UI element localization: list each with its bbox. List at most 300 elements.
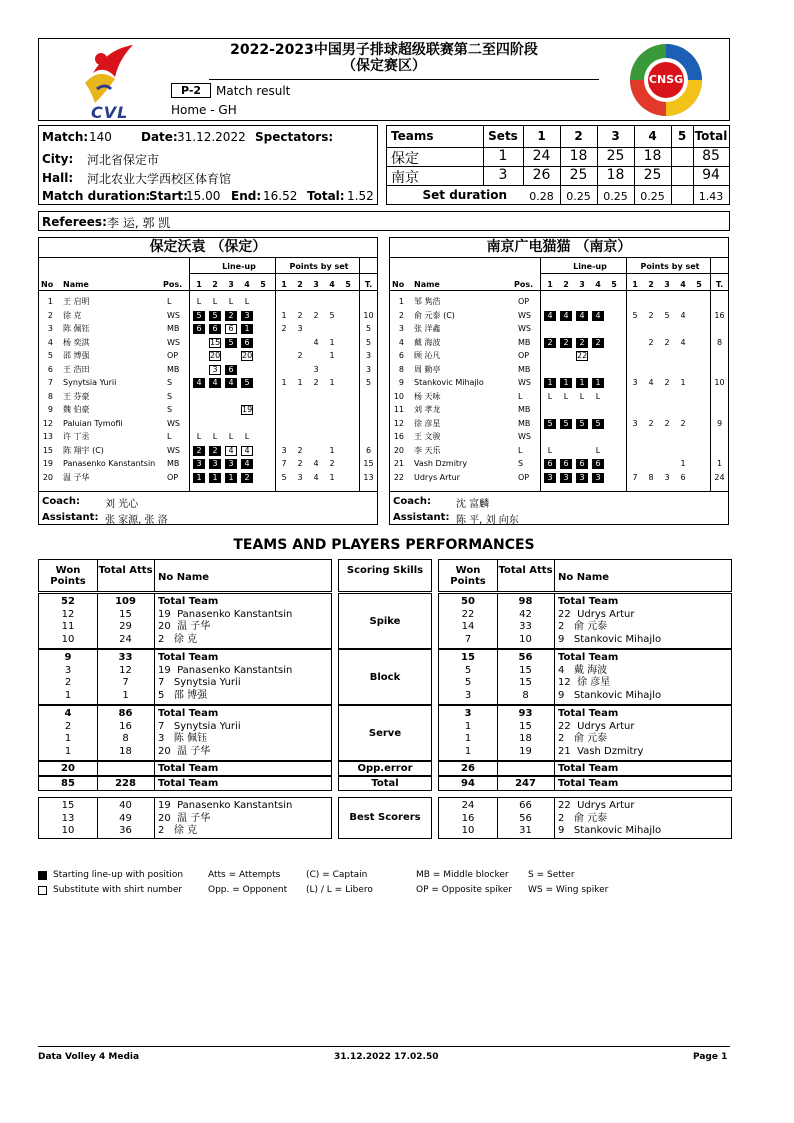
score-cell: 26 xyxy=(532,167,551,183)
lineup-box: 2 xyxy=(241,473,253,483)
legend xyxy=(38,868,730,900)
set-points: 2 xyxy=(648,418,654,428)
player: 7 Synytsia Yurii xyxy=(158,720,241,732)
set-duration-2: 0.25 xyxy=(603,190,628,203)
player-name: 邹 隽浩 xyxy=(414,297,441,306)
set-duration-label: Set duration xyxy=(422,188,507,202)
score-header-6: 5 xyxy=(677,129,687,143)
lineup-set-2: 2 xyxy=(563,280,569,289)
set-points: 1 xyxy=(297,378,303,387)
lineup-box: 6 xyxy=(225,365,237,375)
lineup-box: 1 xyxy=(193,473,205,483)
player-row xyxy=(39,349,377,363)
lineup-box: 6 xyxy=(209,324,221,334)
player-row xyxy=(390,430,728,444)
won-points: 50 xyxy=(461,596,475,607)
player-no: 22 xyxy=(393,472,404,482)
set-points: 1 xyxy=(329,351,335,360)
set-points: 3 xyxy=(632,378,638,387)
lineup-box xyxy=(257,311,269,321)
player: 9 Stankovic Mihajlo xyxy=(558,633,662,645)
player-row xyxy=(39,336,377,350)
total-label: Total: xyxy=(307,189,345,203)
points-set-2: 2 xyxy=(297,280,303,289)
dur-grid-v xyxy=(671,185,672,204)
player-row xyxy=(390,376,728,390)
cvl-logo xyxy=(75,43,141,122)
substitute-box-icon xyxy=(38,886,47,895)
set-points: 5 xyxy=(664,310,670,320)
set-points: 2 xyxy=(329,459,335,468)
lineup-box: 4 xyxy=(560,311,572,321)
score-cell: 24 xyxy=(532,148,551,164)
score-cell: 3 xyxy=(498,167,508,183)
player: 19 Panasenko Kanstantsin xyxy=(158,608,293,620)
player-row xyxy=(39,295,377,309)
player-no: 5 xyxy=(47,351,53,360)
lineup-box xyxy=(592,365,604,375)
won-points: 1 xyxy=(64,733,72,744)
rule xyxy=(554,594,555,648)
player-no: 16 xyxy=(393,432,404,441)
total-atts: 7 xyxy=(122,677,129,688)
total-atts: 10 xyxy=(519,633,532,645)
player: 2 俞 元泰 xyxy=(558,812,608,824)
total-atts: 18 xyxy=(119,745,132,757)
won-points: 85 xyxy=(61,778,75,789)
total-atts: 15 xyxy=(519,677,532,688)
won-points: 13 xyxy=(61,812,75,824)
player: Total Team xyxy=(558,778,619,789)
rule xyxy=(554,650,555,704)
set-points: 2 xyxy=(648,337,654,347)
footer-page: Page 1 xyxy=(693,1052,728,1062)
lineup-box xyxy=(241,392,253,402)
points-set-5: 5 xyxy=(345,280,351,289)
won-points: 3 xyxy=(64,664,72,676)
home-label: Home - GH xyxy=(171,103,237,117)
player-no: 2 xyxy=(47,310,53,320)
won-points: 16 xyxy=(461,812,475,824)
skill-block xyxy=(338,649,432,705)
won-points: 10 xyxy=(61,825,75,836)
set-points: 2 xyxy=(297,310,303,320)
lineup-box: 20 xyxy=(242,351,253,360)
city-label: City: xyxy=(42,152,74,166)
lineup-box: 6 xyxy=(576,459,588,469)
player-total: 3 xyxy=(365,351,372,360)
player: Total Team xyxy=(558,708,619,719)
spectators-label: Spectators: xyxy=(255,130,334,144)
player-total: 16 xyxy=(714,310,725,320)
perf-total-a xyxy=(38,776,332,791)
lineup-set-3: 3 xyxy=(579,280,585,289)
perf-header-b xyxy=(438,559,732,592)
total-atts: 29 xyxy=(119,621,132,632)
lineup-box: 2 xyxy=(193,446,205,456)
player-name: 王 文骏 xyxy=(414,432,441,441)
rule xyxy=(97,650,98,704)
won-points: 1 xyxy=(464,733,472,744)
player-row xyxy=(390,390,728,404)
player-no: 8 xyxy=(398,364,404,374)
player: 2 徐 克 xyxy=(158,825,198,836)
lineup-box xyxy=(225,392,237,402)
score-cell: 85 xyxy=(702,148,720,164)
score-cell: 25 xyxy=(569,167,588,183)
player: 2 俞 元泰 xyxy=(558,621,608,632)
lineup-box: 3 xyxy=(225,459,237,469)
player-row xyxy=(390,403,728,417)
coach-name: 沈 富麟 xyxy=(456,499,490,510)
name-header: Name xyxy=(63,280,89,289)
total-atts: 56 xyxy=(518,652,533,663)
lineup-box: L xyxy=(228,297,234,306)
lineup-box xyxy=(241,365,253,375)
skill-label: Total xyxy=(371,778,399,789)
set-points: 4 xyxy=(313,337,319,347)
won-points: 5 xyxy=(464,664,472,676)
player: Total Team xyxy=(558,652,619,663)
lineup-box xyxy=(225,419,237,429)
player-row xyxy=(39,322,377,336)
lineup-box: L xyxy=(547,391,553,401)
set-points: 2 xyxy=(648,310,654,320)
lineup-box xyxy=(257,297,269,307)
score-header-1: Sets xyxy=(488,129,518,143)
player-name: 戴 海波 xyxy=(414,337,441,347)
set-points: 4 xyxy=(313,472,319,482)
lineup-box: 3 xyxy=(193,459,205,469)
player: 7 Synytsia Yurii xyxy=(158,677,241,688)
perf-opp-b xyxy=(438,761,732,776)
perf-best-b xyxy=(438,797,732,839)
lineup-box: 1 xyxy=(576,378,588,388)
lineup-box xyxy=(257,473,269,483)
lineup-box xyxy=(592,324,604,334)
player-no: 4 xyxy=(47,337,53,347)
player-no: 6 xyxy=(47,364,53,374)
skills-header xyxy=(338,559,432,592)
player-pos: WS xyxy=(518,432,531,441)
assistant-label: Assistant: xyxy=(42,512,99,523)
skill-label: Best Scorers xyxy=(349,812,421,823)
score-cell: 南京 xyxy=(391,170,419,186)
lineup-box: 2 xyxy=(576,338,588,348)
player-pos: WS xyxy=(167,445,180,455)
player: 20 温 子华 xyxy=(158,745,211,757)
player-no: 4 xyxy=(398,337,404,347)
lineup-box: L xyxy=(595,445,601,455)
lineup-box: 3 xyxy=(560,473,572,483)
name-header: Name xyxy=(414,280,440,289)
set-points: 8 xyxy=(648,472,654,482)
player-pos: WS xyxy=(167,310,180,320)
player: 19 Panasenko Kanstantsin xyxy=(158,664,293,676)
set-points: 1 xyxy=(281,378,287,387)
player-no: 6 xyxy=(398,351,404,360)
assistant-names: 张 家源, 张 洛 xyxy=(105,515,168,526)
player-row xyxy=(390,457,728,471)
player-pos: L xyxy=(518,391,523,401)
lineup-box xyxy=(592,297,604,307)
lineup-box: 1 xyxy=(592,378,604,388)
rule xyxy=(390,257,728,258)
player: 22 Udrys Artur xyxy=(558,608,635,620)
score-cell: 18 xyxy=(569,148,588,164)
perf-block-a xyxy=(38,649,332,705)
rule xyxy=(97,560,98,591)
lineup-box xyxy=(608,473,620,483)
rule xyxy=(390,491,728,492)
lineup-header: Line-up xyxy=(222,262,256,271)
rule xyxy=(554,777,555,790)
set-points: 1 xyxy=(281,310,287,320)
player-name: 王 浩田 xyxy=(63,364,90,374)
player: 19 Panasenko Kanstantsin xyxy=(158,800,293,811)
lineup-box: 4 xyxy=(225,378,237,388)
lineup-box xyxy=(576,324,588,334)
rule xyxy=(554,762,555,775)
score-cell: 18 xyxy=(606,167,625,183)
lineup-box xyxy=(608,324,620,334)
won-points: 10 xyxy=(61,633,75,645)
set-points: 5 xyxy=(329,310,335,320)
lineup-box xyxy=(608,405,620,415)
won-points: 1 xyxy=(64,689,72,701)
score-header-7: Total xyxy=(694,129,728,143)
perf-serve-a xyxy=(38,705,332,761)
player-no: 9 xyxy=(398,378,404,387)
perf-spike-a xyxy=(38,593,332,649)
lineup-box: 6 xyxy=(193,324,205,334)
lineup-box xyxy=(608,419,620,429)
lineup-set-2: 2 xyxy=(212,280,218,289)
total-atts: 109 xyxy=(115,596,136,607)
set-points: 4 xyxy=(648,378,654,387)
player: Total Team xyxy=(158,763,219,774)
lineup-box: 1 xyxy=(544,378,556,388)
team-title: 南京广电猫猫 （南京） xyxy=(486,239,632,255)
player-name: 杨 天咏 xyxy=(414,391,441,401)
set-duration-0: 0.28 xyxy=(529,190,554,203)
player-name: Stankovic Mihajlo xyxy=(414,378,484,387)
points-header: Points by set xyxy=(289,262,349,271)
score-header-2: 1 xyxy=(537,129,546,143)
lineup-box: 2 xyxy=(560,338,572,348)
lineup-box xyxy=(608,432,620,442)
lineup-box: 5 xyxy=(560,419,572,429)
player-row xyxy=(39,444,377,458)
set-points: 1 xyxy=(680,378,686,387)
footer-brand: Data Volley 4 Media xyxy=(38,1052,140,1062)
rule xyxy=(497,594,498,648)
city-value: 河北省保定市 xyxy=(87,153,160,167)
points-set-2: 2 xyxy=(648,280,654,289)
set-points: 4 xyxy=(313,459,319,468)
set-points: 1 xyxy=(680,459,686,468)
lineup-box xyxy=(608,351,620,361)
total-atts: 15 xyxy=(519,664,532,676)
legend-ws: WS = Wing spiker xyxy=(528,885,609,895)
player-name: 俞 元泰 (C) xyxy=(414,310,455,320)
lineup-box: 4 xyxy=(225,446,237,456)
total-atts: 16 xyxy=(119,720,132,732)
player-name: 王 芬豪 xyxy=(63,391,90,401)
coach-label: Coach: xyxy=(42,496,81,507)
skill-label: Serve xyxy=(368,728,402,739)
lineup-box xyxy=(560,432,572,442)
player-row xyxy=(390,309,728,323)
player-name: 陈 翔宇 (C) xyxy=(63,445,104,455)
player-no: 20 xyxy=(393,445,404,455)
lineup-box xyxy=(257,432,269,442)
player-no: 1 xyxy=(47,297,53,306)
rule xyxy=(154,650,155,704)
lineup-box: 5 xyxy=(576,419,588,429)
player-row xyxy=(39,363,377,377)
lineup-box: L xyxy=(212,297,218,306)
lineup-box xyxy=(608,365,620,375)
set-points: 2 xyxy=(297,445,303,455)
won-points: 15 xyxy=(61,800,75,811)
player-pos: OP xyxy=(518,472,530,482)
lineup-box xyxy=(608,446,620,456)
perf-opp-a xyxy=(38,761,332,776)
noname-header: No Name xyxy=(558,572,610,583)
player-name: Synytsia Yurii xyxy=(63,378,117,387)
lineup-box xyxy=(560,405,572,415)
won-points: 7 xyxy=(464,633,472,645)
won-points: 11 xyxy=(61,621,75,632)
player-name: 陈 佩钰 xyxy=(63,324,90,333)
total-atts: 31 xyxy=(519,825,532,836)
match-date: 31.12.2022 xyxy=(177,130,246,144)
player-no: 10 xyxy=(393,391,404,401)
score-cell: 94 xyxy=(702,167,720,183)
set-points: 3 xyxy=(632,418,638,428)
total-header: T. xyxy=(715,280,724,289)
player: 2 徐 克 xyxy=(158,633,198,645)
set-points: 3 xyxy=(297,324,303,333)
legend-mb: MB = Middle blocker xyxy=(416,870,509,880)
player-name: 刘 孝龙 xyxy=(414,405,441,414)
rule xyxy=(154,594,155,648)
assistant-names: 陈 平, 刘 向东 xyxy=(456,515,519,526)
rule xyxy=(39,491,377,492)
player-row xyxy=(390,363,728,377)
match-info-box xyxy=(38,125,378,205)
lineup-box: L xyxy=(244,432,250,441)
player-total: 10 xyxy=(363,310,374,320)
player-no: 12 xyxy=(42,418,53,428)
lineup-box: 3 xyxy=(544,473,556,483)
skill-label: Block xyxy=(369,672,401,683)
lineup-box xyxy=(608,297,620,307)
total-atts: 247 xyxy=(515,778,536,789)
score-header-4: 3 xyxy=(611,129,620,143)
player: 9 Stankovic Mihajlo xyxy=(558,825,662,836)
lineup-box: 4 xyxy=(241,446,253,456)
lineup-box xyxy=(257,459,269,469)
total-atts: 56 xyxy=(519,812,532,824)
set-points: 5 xyxy=(281,472,287,482)
set-points: 1 xyxy=(329,337,335,347)
rule xyxy=(189,273,377,274)
set-points: 2 xyxy=(297,351,303,360)
lineup-box xyxy=(608,392,620,402)
won-points: 10 xyxy=(461,825,475,836)
set-points: 2 xyxy=(664,378,670,387)
rule xyxy=(39,257,377,258)
rule xyxy=(39,290,377,291)
total-atts-header: Total Atts xyxy=(498,565,553,576)
end-label: End: xyxy=(231,189,262,203)
player-pos: L xyxy=(167,297,172,306)
won-points: 3 xyxy=(464,708,472,719)
won-points-header: Won Points xyxy=(450,565,486,587)
player-row xyxy=(39,390,377,404)
lineup-box xyxy=(592,432,604,442)
legend-op: OP = Opposite spiker xyxy=(416,885,512,895)
player-row xyxy=(390,471,728,485)
total-atts: 98 xyxy=(518,596,533,607)
player: 12 徐 彦星 xyxy=(558,677,611,688)
lineup-box: 2 xyxy=(225,311,237,321)
player-pos: MB xyxy=(167,459,180,468)
lineup-box xyxy=(544,324,556,334)
lineup-box xyxy=(544,432,556,442)
lineup-box: 5 xyxy=(225,338,237,348)
lineup-box xyxy=(193,392,205,402)
player-pos: MB xyxy=(518,405,531,414)
player-row xyxy=(39,430,377,444)
rule xyxy=(497,798,498,838)
total-atts: 86 xyxy=(118,708,133,719)
player-pos: S xyxy=(167,405,173,414)
player-no: 3 xyxy=(47,324,53,333)
no-header: No xyxy=(41,280,54,289)
lineup-box xyxy=(257,365,269,375)
legend-opp: Opp. = Opponent xyxy=(208,885,288,895)
lineup-box xyxy=(576,365,588,375)
lineup-box: L xyxy=(212,432,218,441)
lineup-box xyxy=(193,365,205,375)
won-points: 22 xyxy=(461,608,475,620)
player: 9 Stankovic Mihajlo xyxy=(558,689,662,701)
rule xyxy=(540,273,728,274)
duration-label: Match duration: xyxy=(42,189,151,203)
rule xyxy=(497,560,498,591)
total-atts: 49 xyxy=(119,812,132,824)
lineup-box xyxy=(576,405,588,415)
lineup-set-4: 4 xyxy=(595,280,601,289)
player-no: 13 xyxy=(42,432,53,441)
total-atts: 36 xyxy=(119,825,132,836)
set-duration-3: 0.25 xyxy=(640,190,665,203)
set-points: 3 xyxy=(313,364,319,374)
player-pos: WS xyxy=(167,418,180,428)
doc-type: Match result xyxy=(216,84,291,98)
lineup-box: L xyxy=(563,391,569,401)
perf-serve-b xyxy=(438,705,732,761)
legend-substitute: Substitute with shirt number xyxy=(53,885,183,895)
match-label: Match: xyxy=(42,130,89,144)
score-cell: 25 xyxy=(606,148,625,164)
score-cell: 1 xyxy=(498,148,508,164)
cnsg-logo-text: CNSG xyxy=(648,73,684,86)
skill-opp xyxy=(338,761,432,776)
